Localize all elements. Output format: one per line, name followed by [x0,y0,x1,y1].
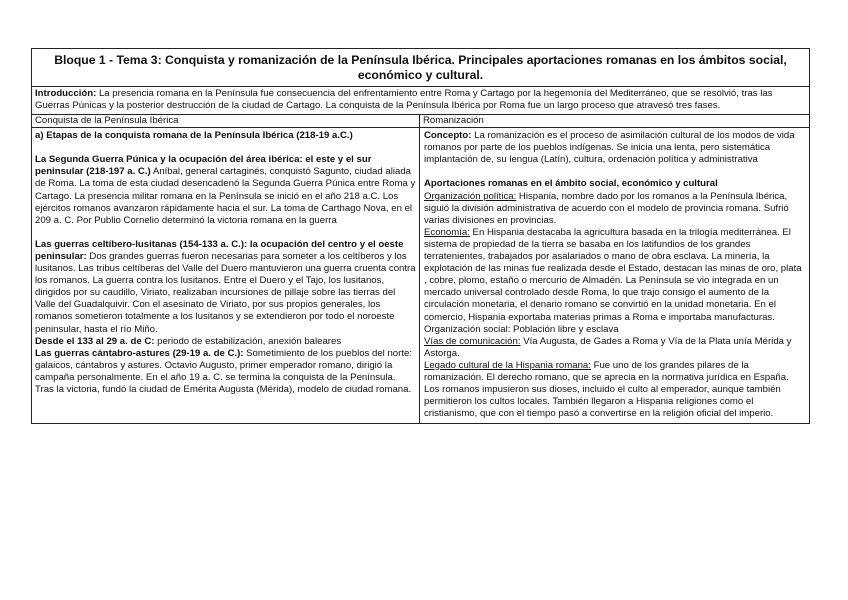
contributions-title: Aportaciones romanas en el ámbito social, económico y cultural [424,178,718,190]
cultural-legacy-label: Legado cultural de la Hispania romana: [424,359,591,371]
intro-label: Introducción: [35,88,97,99]
content-grid [32,115,809,423]
romanization-column [420,115,809,423]
celtiberian-wars-heading: Las guerras celtíbero-lusitanas (154-133 a. C.): la ocupación del centro y el oeste peninsular: [35,238,404,262]
political-organization-paragraph [424,191,806,227]
social-organization-paragraph: Organización social: Población libre y esclava [424,323,619,335]
stages-title: a) Etapas de la conquista romana de la Península Ibérica (218-19 a.C.) [35,130,353,142]
conquest-header: Conquista de la Península Ibérica [32,115,419,128]
page-title: Bloque 1 - Tema 3: Conquista y romanización de la Península Ibérica. Principales aportaciones romanas en los ámbitos social, económico y cultural. [32,49,809,87]
communication-routes-label: Vías de comunicación: [424,335,521,347]
concept-text: La romanización es el proceso de asimilación cultural de los modos de vida romanos por parte de los pueblos indígenas. Se inicia una lenta, pero sistemática implantación de, su lengua (Latín), cultura, ordenación política y administrativa [424,130,795,166]
political-organization-text: Hispania, nombre dado por los romanos a la Península Ibérica, siguió la división administrativa de acuerdo con el modelo de provincia romana. Sufrió varias divisiones en provincias. [424,190,789,226]
concept-paragraph [424,130,806,166]
introduction [32,87,809,115]
conquest-column [32,115,420,423]
communication-routes-paragraph [424,336,806,360]
intro-text: La presencia romana en la Península fue consecuencia del enfrentamiento entre Roma y Cartago por la hegemonía del Mediterráneo, que se resolvió, tras las Guerras Púnicas y la posterior destrucción de la ciudad de Cartago. La conquista de la Península Ibérica por Roma fue un largo proceso que atravesó tres fases. [35,88,773,112]
document-table [31,48,810,424]
conquest-body [32,128,419,399]
economy-label: Economía: [424,226,470,238]
stabilization-text: periodo de estabilización, anexión baleares [154,335,342,347]
romanization-body [420,128,809,423]
cantabrian-wars-paragraph [35,348,416,396]
economy-paragraph [424,227,806,324]
cultural-legacy-text: Fue uno de los grandes pilares de la romanización. El derecho romano, que se aprecia en la normativa jurídica en España. Los romanos impusieron sus dioses, incluido el culto al emperador, aunque también permitieron los cultos locales. También llegaron a Hispania religiones como el cristianismo, que con el tiempo pasó a convertirse en la religión oficial del imperio. [424,359,789,420]
celtiberian-wars-text: Dos grandes guerras fueron necesarias para someter a los celtíberos y los lusitanos. Las tribus celtíberas del Valle del Duero mantuvieron una guerra cruenta contra los romanos. La guerra contra los lusitanos. Entre el Duero y el Tajo, los lusitanos, dirigidos por su caudillo, Viriato, realizaban incursiones de pillaje sobre las tierras del Valle del Guadalquivir. Con el asesinato de Viriato, por sus propios generales, los romanos sometieron totalmente a los lusitanos y se extendieron por todo el noroeste peninsular, hasta el río Miño. [35,250,416,335]
economy-text: En Hispania destacaba la agricultura basada en la trilogía mediterránea. El sistema de propiedad de la tierra se basaba en los latifundios de los grandes terratenientes, trabajados por asalariados o mano de obra esclava. La minería, la explotación de las minas fue realizada desde el Estado, destacan las minas de oro, plata , cobre, plomo, estaño o mercurio de Almadén. La Península se vio integrada en un mercado universal controlado desde Roma, lo que trajo consigo el aumento de la circulación monetaria, el denario romano se convirtió en la unidad monetaria. En el comercio, Hispania exportaba materias primas a Roma e importaba manufacturas. [424,226,802,323]
cantabrian-wars-text: Sometimiento de los pueblos del norte: galaicos, cántabros y astures. Octavio Augusto, primer emperador romano, dirigió la campaña personalmente. En el año 19 a. C. se termina la conquista de la Península. Tras la victoria, fundó la ciudad de Emérita Augusta (Mérida), modelo de ciudad romana. [35,347,413,395]
political-organization-label: Organización política: [424,190,517,202]
stabilization-paragraph [35,336,416,348]
communication-routes-text: Vía Augusta, de Gades a Roma y Vía de la Plata unía Mérida y Astorga. [424,335,792,359]
concept-label: Concepto: [424,130,472,142]
cultural-legacy-paragraph [424,360,806,420]
stabilization-heading: Desde el 133 al 29 a. de C: [35,335,155,347]
cantabrian-wars-heading: Las guerras cántabro-astures (29-19 a. de C.): [35,347,244,359]
celtiberian-wars-paragraph [35,239,416,336]
romanization-header: Romanización [420,115,809,128]
second-punic-war-paragraph [35,154,416,227]
second-punic-war-text: Aníbal, general cartaginés, conquistó Sagunto, ciudad aliada de Roma. La toma de esta ciudad desencadenó la Segunda Guerra Púnica entre Roma y Cartago. La presencia militar romana en la Península se inició en el año 218 a.C. Los ejércitos romanos avanzaron rápidamente hacia el sur. La toma de Carthago Nova, en el 209 a. C. Por Publio Cornelio determinó la victoria romana en la guerra [35,166,416,226]
second-punic-war-heading: La Segunda Guerra Púnica y la ocupación del área ibérica: el este y el sur peninsular (218-197 a. C.) [35,154,372,178]
